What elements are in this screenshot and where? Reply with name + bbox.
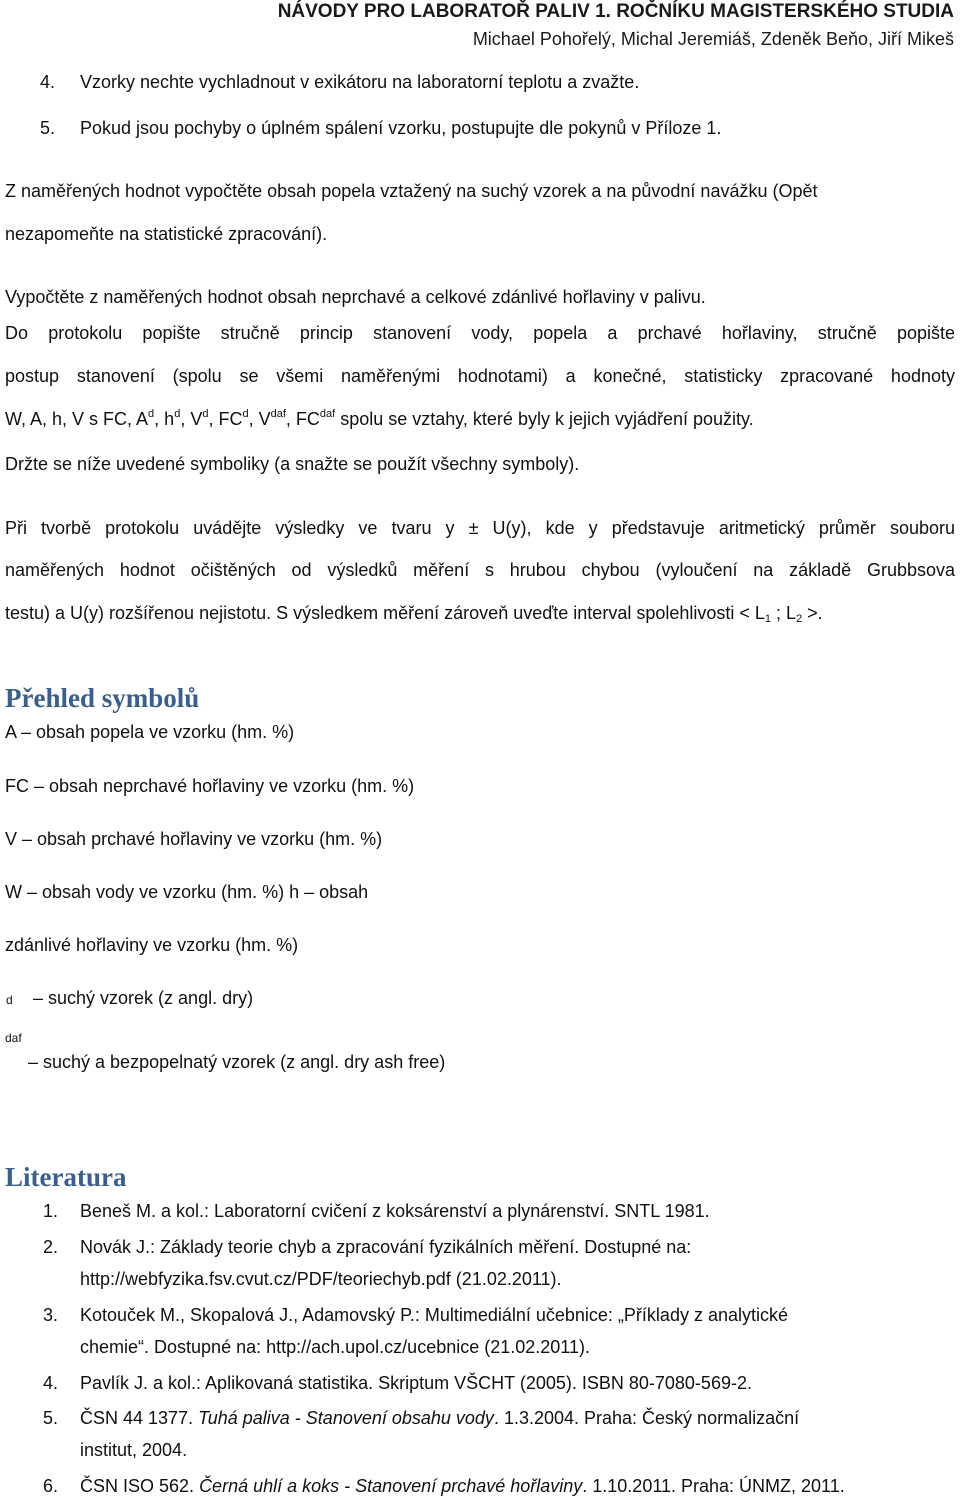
paragraph-results-line-1: Při tvorbě protokolu uvádějte výsledky ve tvaru y ± U(y), kde y představuje aritmetický průměr souboru bbox=[5, 518, 955, 538]
reference-2-line-1: Novák J.: Základy teorie chyb a zpracování fyzikálních měření. Dostupné na: bbox=[80, 1237, 692, 1257]
symbols-heading: Přehled symbolů bbox=[5, 683, 200, 713]
reference-5-number: 5. bbox=[43, 1408, 59, 1428]
reference-5-line-1: ČSN 44 1377. Tuhá paliva - Stanovení obsahu vody. 1.3.2004. Praha: Český normalizační bbox=[80, 1408, 800, 1428]
symbol-w: W – obsah vody ve vzorku (hm. %) h – obsah bbox=[5, 882, 369, 902]
step-5-number: 5. bbox=[40, 118, 56, 138]
reference-2-number: 2. bbox=[43, 1237, 59, 1257]
symbol-d-mark: d bbox=[6, 993, 13, 1007]
running-header-title: NÁVODY PRO LABORATOŘ PALIV 1. ROČNÍKU MAGISTERSKÉHO STUDIA bbox=[277, 1, 954, 22]
paragraph-protocol-line-4: Držte se níže uvedené symboliky (a snažte se použít všechny symboly). bbox=[5, 454, 580, 474]
symbol-h-continued: zdánlivé hořlaviny ve vzorku (hm. %) bbox=[5, 935, 299, 955]
step-5-text: Pokud jsou pochyby o úplném spálení vzorku, postupujte dle pokynů v Příloze 1. bbox=[80, 118, 722, 138]
symbol-a: A – obsah popela ve vzorku (hm. %) bbox=[5, 722, 295, 742]
paragraph-results-line-2: naměřených hodnot očištěných od výsledků měření s hrubou chybou (vyloučení na základě Grubbsova bbox=[5, 560, 955, 580]
symbol-v: V – obsah prchavé hořlaviny ve vzorku (hm. %) bbox=[5, 829, 383, 849]
symbol-daf-text: – suchý a bezpopelnatý vzorek (z angl. dry ash free) bbox=[28, 1052, 446, 1072]
reference-2-line-2: http://webfyzika.fsv.cvut.cz/PDF/teoriechyb.pdf (21.02.2011). bbox=[80, 1269, 562, 1289]
reference-3-line-1: Kotouček M., Skopalová J., Adamovský P.: Multimediální učebnice: „Příklady z analytické bbox=[80, 1305, 788, 1325]
paragraph-fixed-carbon: Vypočtěte z naměřených hodnot obsah neprchavé a celkové zdánlivé hořlaviny v palivu. bbox=[5, 287, 706, 307]
step-4-text: Vzorky nechte vychladnout v exikátoru na laboratorní teplotu a zvažte. bbox=[80, 72, 640, 92]
symbol-daf-mark: daf bbox=[5, 1031, 22, 1045]
reference-4-number: 4. bbox=[43, 1373, 59, 1393]
reference-3-line-2: chemie“. Dostupné na: http://ach.upol.cz/ucebnice (21.02.2011). bbox=[80, 1337, 590, 1357]
reference-4-text: Pavlík J. a kol.: Aplikovaná statistika. Skriptum VŠCHT (2005). ISBN 80-7080-569-2. bbox=[80, 1373, 752, 1393]
paragraph-protocol-line-1: Do protokolu popište stručně princip stanovení vody, popela a prchavé hořlaviny, stručně popište bbox=[5, 323, 955, 343]
reference-1-number: 1. bbox=[43, 1201, 59, 1221]
reference-6-text: ČSN ISO 562. Černá uhlí a koks - Stanovení prchavé hořlaviny. 1.10.2011. Praha: ÚNMZ, 2011. bbox=[80, 1476, 845, 1496]
running-header-authors: Michael Pohořelý, Michal Jeremiáš, Zdeněk Beňo, Jiří Mikeš bbox=[472, 29, 954, 49]
paragraph-ash-line-1: Z naměřených hodnot vypočtěte obsah popela vztažený na suchý vzorek a na původní navážku (Opět bbox=[5, 181, 818, 201]
reference-5-line-2: institut, 2004. bbox=[80, 1440, 188, 1460]
paragraph-ash-line-2: nezapomeňte na statistické zpracování). bbox=[5, 224, 328, 244]
literature-heading: Literatura bbox=[5, 1162, 127, 1192]
symbol-fc: FC – obsah neprchavé hořlaviny ve vzorku (hm. %) bbox=[5, 776, 415, 796]
reference-6-number: 6. bbox=[43, 1476, 59, 1496]
step-4-number: 4. bbox=[40, 72, 56, 92]
symbol-d-text: – suchý vzorek (z angl. dry) bbox=[33, 988, 254, 1008]
paragraph-protocol-line-3: W, A, h, V s FC, $A^d$, $h^d$, $V^d$, $FC^d$, $V^{daf}$, $FC^{daf}$ spolu se vztahy, které byly k jejich vyjádření použity. bbox=[5, 408, 754, 429]
paragraph-protocol-line-2: postup stanovení (spolu se všemi naměřenými hodnotami) a konečné, statisticky zpracované hodnoty bbox=[5, 366, 955, 386]
reference-1-text: Beneš M. a kol.: Laboratorní cvičení z koksárenství a plynárenství. SNTL 1981. bbox=[80, 1201, 710, 1221]
paragraph-results-line-3: testu) a U(y) rozšířenou nejistotu. S výsledkem měření zároveň uveďte interval spolehlivosti < $L_1$ ; $L_2$ >. bbox=[5, 603, 823, 625]
reference-3-number: 3. bbox=[43, 1305, 59, 1325]
